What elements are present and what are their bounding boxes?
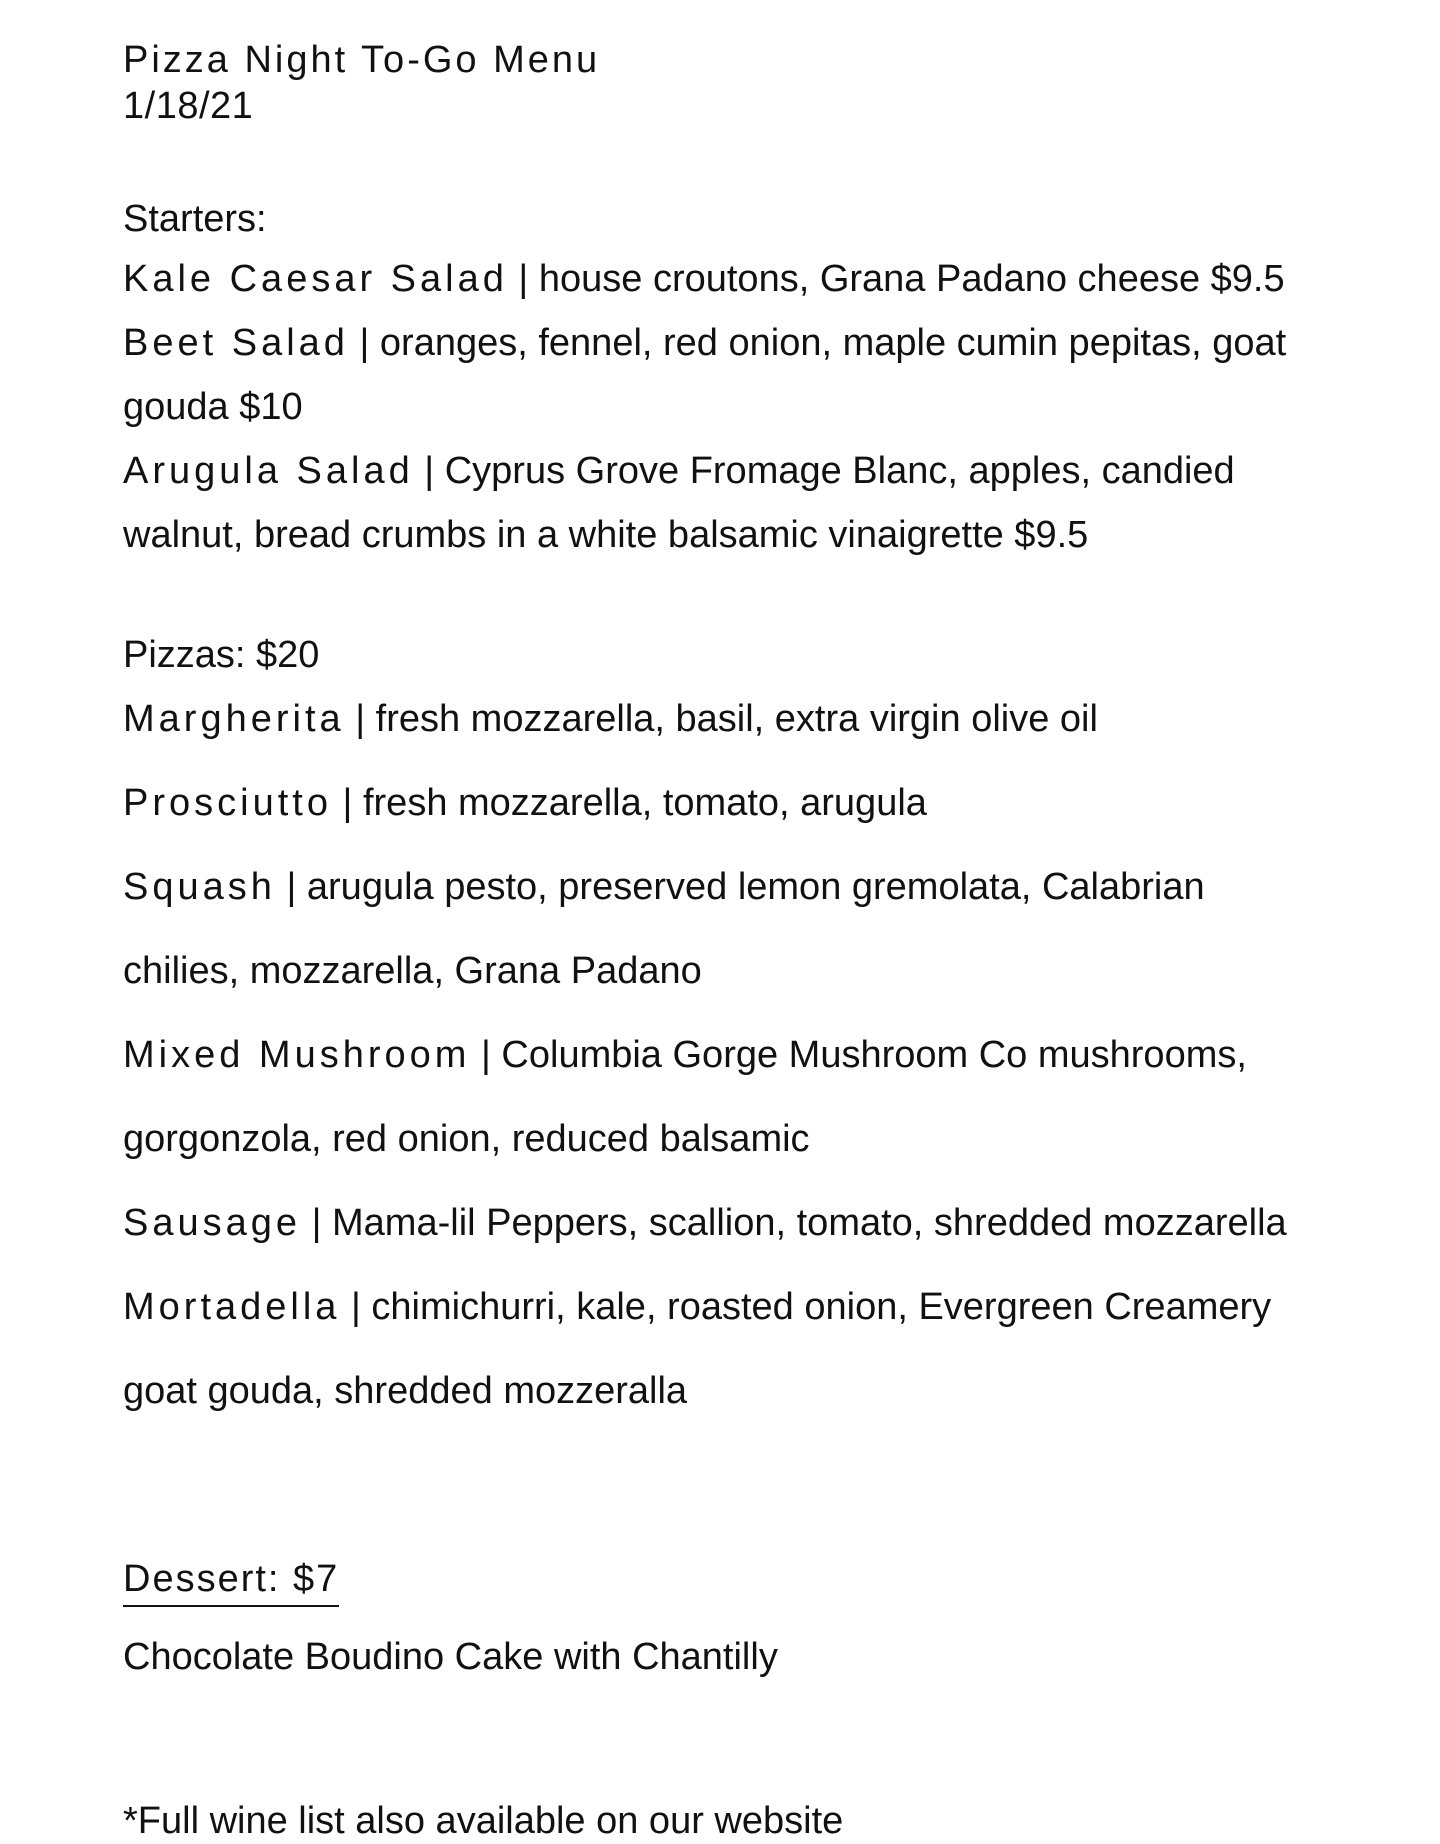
wine-list-note: *Full wine list also available on our website: [123, 1799, 844, 1842]
item-separator: |: [340, 1286, 372, 1329]
item-name: Beet Salad: [123, 322, 349, 365]
item-description: Columbia Gorge Mushroom Co mushrooms,: [501, 1034, 1247, 1077]
pizzas-heading: Pizzas: $20: [123, 634, 320, 677]
item-name: Mixed Mushroom: [123, 1034, 471, 1077]
dessert-item: Chocolate Boudino Cake with Chantilly: [123, 1636, 778, 1679]
item-separator: |: [413, 450, 445, 493]
menu-document: [123, 38, 1423, 1844]
item-description-continued: gouda $10: [123, 386, 303, 429]
item-name: Margherita: [123, 698, 345, 741]
menu-item-mortadella: [123, 1265, 1423, 1433]
item-separator: |: [507, 258, 539, 301]
pizzas-section: [123, 627, 1423, 1433]
menu-item-margherita: [123, 677, 1423, 761]
item-description: oranges, fennel, red onion, maple cumin pepitas, goat: [379, 322, 1287, 365]
menu-item-arugula-salad: [123, 439, 1423, 567]
item-separator: |: [348, 322, 380, 365]
menu-item-kale-caesar-salad: [123, 247, 1423, 311]
item-description: chimichurri, kale, roasted onion, Evergreen Creamery: [371, 1286, 1272, 1329]
item-separator: |: [301, 1202, 333, 1245]
item-description-continued: goat gouda, shredded mozzeralla: [123, 1370, 688, 1413]
item-description: fresh mozzarella, tomato, arugula: [362, 782, 927, 825]
item-description: Mama-lil Peppers, scallion, tomato, shredded mozzarella: [332, 1202, 1287, 1245]
menu-item-beet-salad: [123, 311, 1423, 439]
item-separator: |: [344, 698, 376, 741]
dessert-section: [123, 1553, 1423, 1681]
item-name: Squash: [123, 866, 276, 909]
item-name: Sausage: [123, 1202, 302, 1245]
menu-item-prosciutto: [123, 761, 1423, 845]
item-description: Cyprus Grove Fromage Blanc, apples, candied: [444, 450, 1235, 493]
item-name: Mortadella: [123, 1286, 341, 1329]
starters-section: [123, 191, 1423, 567]
item-description: house croutons, Grana Padano cheese $9.5: [538, 258, 1285, 301]
item-description-continued: gorgonzola, red onion, reduced balsamic: [123, 1118, 810, 1161]
item-description-continued: chilies, mozzarella, Grana Padano: [123, 950, 702, 993]
item-name: Kale Caesar Salad: [123, 258, 508, 301]
item-description-continued: walnut, bread crumbs in a white balsamic vinaigrette $9.5: [123, 514, 1089, 557]
menu-item-sausage: [123, 1181, 1423, 1265]
item-name: Arugula Salad: [123, 450, 414, 493]
menu-title: Pizza Night To-Go Menu: [123, 39, 601, 81]
dessert-heading: Dessert: $7: [123, 1553, 339, 1607]
item-name: Prosciutto: [123, 782, 332, 825]
item-separator: |: [275, 866, 307, 909]
menu-date: 1/18/21: [123, 84, 254, 127]
menu-item-mixed-mushroom: [123, 1013, 1423, 1181]
item-description: arugula pesto, preserved lemon gremolata, Calabrian: [306, 866, 1205, 909]
item-separator: |: [470, 1034, 502, 1077]
item-description: fresh mozzarella, basil, extra virgin olive oil: [375, 698, 1098, 741]
starters-heading: Starters:: [123, 198, 267, 241]
menu-item-squash: [123, 845, 1423, 1013]
item-separator: |: [331, 782, 363, 825]
